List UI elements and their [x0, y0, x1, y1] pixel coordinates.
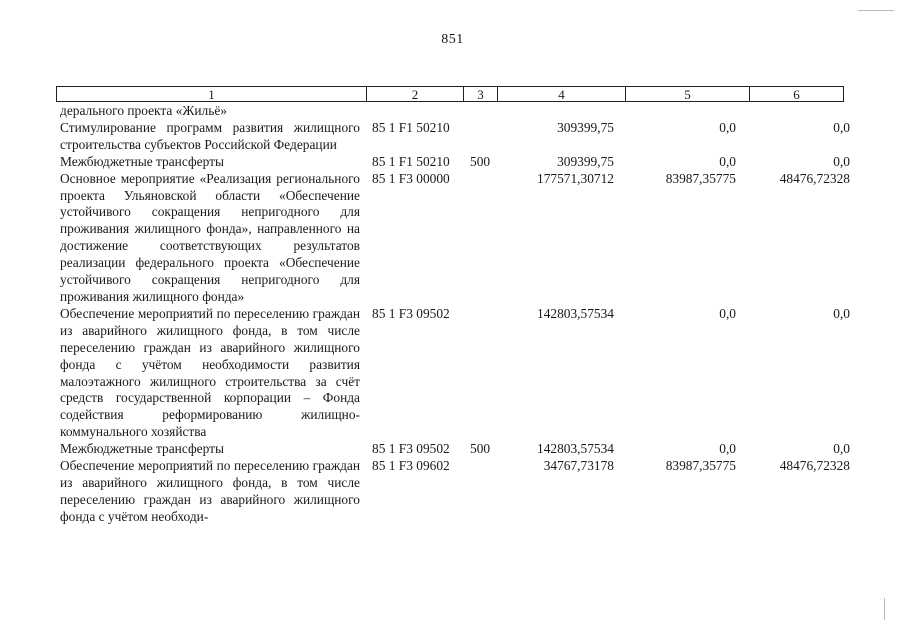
- row-value-5: [614, 103, 736, 120]
- row-code: 85 1 F3 09502: [372, 441, 450, 457]
- row-code: 85 1 F3 00000: [372, 170, 450, 186]
- row-type: [470, 458, 506, 526]
- row-value-6: 48476,72328: [779, 458, 850, 474]
- row-value-4: 142803,57534: [537, 441, 614, 457]
- row-value-5: 0,0: [719, 153, 736, 169]
- row-type: [470, 103, 506, 120]
- row-code: [368, 103, 470, 120]
- table-row: [60, 171, 850, 306]
- row-value-4: 34767,73178: [543, 458, 614, 474]
- row-name: Стимулирование программ развития жилищного строительства субъектов Российской Федерации: [60, 119, 360, 152]
- header-col-3: 3: [464, 87, 498, 101]
- row-value-4: 177571,30712: [537, 170, 614, 186]
- row-value-4: 309399,75: [557, 119, 614, 135]
- table-row: [60, 154, 850, 171]
- row-value-4: 142803,57534: [537, 305, 614, 321]
- header-col-5: 5: [626, 87, 750, 101]
- page-number: 851: [441, 32, 464, 47]
- row-value-5: 0,0: [719, 441, 736, 457]
- row-type: [470, 306, 506, 441]
- header-col-4: 4: [498, 87, 626, 101]
- row-name: Обеспечение мероприятий по переселению граждан из аварийного жилищного фонда, в том числе переселению граждан из аварийного жилищного фонда с учётом необходимости развития малоэтажного жилищного строительства за счёт средств государственной корпорации – Фонда содействия реформированию жилищно-коммунального хозяйства: [60, 305, 360, 440]
- row-type: [470, 120, 506, 154]
- row-type: 500: [470, 441, 491, 457]
- row-code: 85 1 F1 50210: [372, 153, 450, 169]
- row-code: 85 1 F3 09502: [372, 305, 450, 321]
- row-type: 500: [470, 153, 491, 169]
- row-code: 85 1 F3 09602: [372, 458, 450, 474]
- row-value-6: 48476,72328: [779, 170, 850, 186]
- table-row: [60, 458, 850, 526]
- row-value-6: 0,0: [833, 441, 850, 457]
- scan-mark-top-right: [858, 10, 894, 11]
- row-value-5: 83987,35775: [665, 170, 736, 186]
- row-type: [470, 171, 506, 306]
- row-name: Межбюджетные трансферты: [60, 441, 224, 457]
- row-value-4: [506, 103, 614, 120]
- row-name: Межбюджетные трансферты: [60, 153, 224, 169]
- row-code: 85 1 F1 50210: [372, 119, 450, 135]
- row-name: Основное мероприятие «Реализация регионального проекта Ульяновской области «Обеспечение устойчивого сокращения непригодного для проживания жилищного фонда», направленного на достижение соответствующих результатов реализации федерального проекта «Обеспечение устойчивого сокращения непригодного для проживания жилищного фонда»: [60, 170, 360, 304]
- header-col-6: 6: [793, 87, 800, 102]
- table-row: [60, 441, 850, 458]
- row-value-6: 0,0: [833, 153, 850, 169]
- row-name: Обеспечение мероприятий по переселению граждан из аварийного жилищного фонда, в том числе переселению граждан из аварийного жилищного фонда с учётом необходи-: [60, 458, 360, 524]
- row-value-5: 0,0: [719, 305, 736, 321]
- table-row: [60, 306, 850, 441]
- row-value-5: 83987,35775: [665, 458, 736, 474]
- row-value-6: 0,0: [833, 119, 850, 135]
- row-value-4: 309399,75: [557, 153, 614, 169]
- table-row: [60, 120, 850, 154]
- table-header: [56, 86, 844, 102]
- row-value-6: 0,0: [833, 305, 850, 321]
- row-name: дерального проекта «Жильё»: [60, 103, 227, 118]
- row-value-6: [736, 103, 850, 120]
- scan-mark-right-edge: [884, 598, 885, 620]
- table-body: [60, 103, 850, 526]
- header-col-1: 1: [57, 87, 367, 101]
- table-row: [60, 103, 850, 120]
- row-value-5: 0,0: [719, 119, 736, 135]
- header-col-2: 2: [367, 87, 464, 101]
